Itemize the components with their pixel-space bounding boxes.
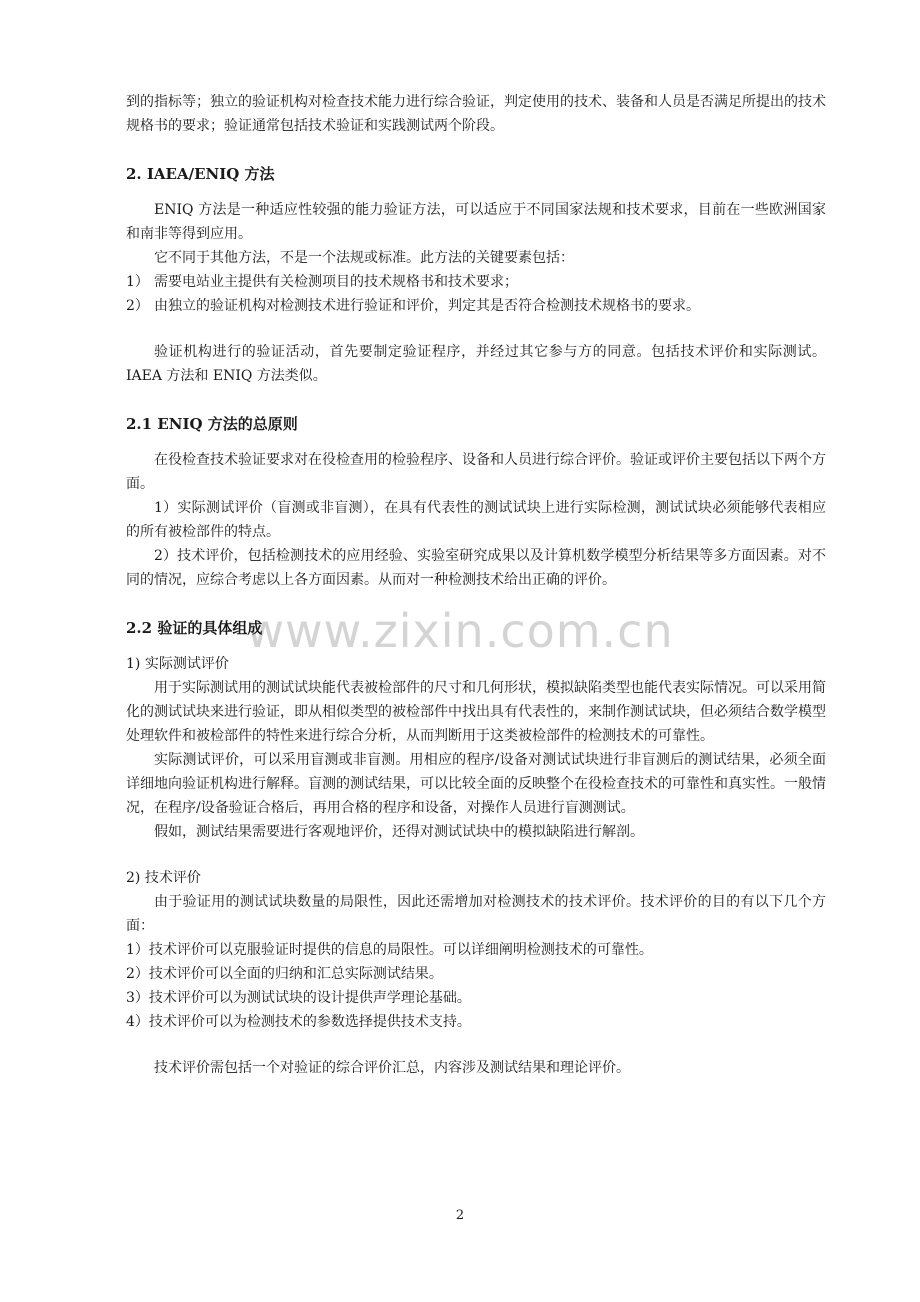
subsection-1-paragraph-1: 用于实际测试用的测试试块能代表被检部件的尺寸和几何形状，模拟缺陷类型也能代表实际情况。可以采用简化的测试试块来进行验证，即从相似类型的被检部件中找出具有代表性的，来制作测试试块，但必须结合数学模型处理软件和被检部件的特性来进行综合分析，从而判断用于这类被检部件的检测技术的可靠性。 — [126, 680, 826, 744]
subsection-2-title: 2) 技术评价 — [126, 870, 201, 886]
intro-paragraph: 到的指标等；独立的验证机构对检查技术能力进行综合验证，判定使用的技术、装备和人员是否满足所提出的技术规格书的要求；验证通常包括技术验证和实践测试两个阶段。 — [126, 94, 826, 134]
subsection-1-paragraph-2: 实际测试评价，可以采用盲测或非盲测。用相应的程序/设备对测试试块进行非盲测后的测试结果，必须全面详细地向验证机构进行解释。盲测的测试结果，可以比较全面的反映整个在役检查技术的可靠性和真实性。一般情况，在程序/设备验证合格后，再用合格的程序和设备，对操作人员进行盲测测试。 — [126, 752, 826, 816]
list-item-number: 2） — [126, 298, 149, 314]
list-item — [126, 270, 826, 294]
watermark: www.zixin.com.cn — [246, 604, 674, 658]
subsection-1-title: 1) 实际测试评价 — [126, 656, 229, 672]
section-2-1-paragraph-3: 2）技术评价，包括检测技术的应用经验、实验室研究成果以及计算机数学模型分析结果等多方面因素。对不同的情况，应综合考虑以上各方面因素。从而对一种检测技术给出正确的评价。 — [126, 548, 826, 588]
subsection-2-paragraph-2: 技术评价需包括一个对验证的综合评价汇总，内容涉及测试结果和理论评价。 — [154, 1060, 630, 1076]
list-item: 1）技术评价可以克服验证时提供的信息的局限性。可以详细阐明检测技术的可靠性。 — [126, 942, 653, 958]
subsection-2-paragraph-1: 由于验证用的测试试块数量的局限性，因此还需增加对检测技术的技术评价。技术评价的目的有以下几个方面： — [126, 894, 826, 934]
list-item: 3）技术评价可以为测试试块的设计提供声学理论基础。 — [126, 990, 471, 1006]
section-2-1-paragraph-2: 1）实际测试评价（盲测或非盲测），在具有代表性的测试试块上进行实际检测，测试试块必须能够代表相应的所有被检部件的特点。 — [126, 500, 826, 540]
section-2-paragraph-3: 验证机构进行的验证活动，首先要制定验证程序，并经过其它参与方的同意。包括技术评价和实际测试。IAEA 方法和 ENIQ 方法类似。 — [126, 344, 826, 384]
document-body — [126, 90, 826, 1080]
section-2-heading: 2. IAEA/ENIQ 方法 — [126, 165, 275, 183]
section-2-2-heading: 2.2 验证的具体组成 — [126, 619, 263, 637]
list-item: 2）技术评价可以全面的归纳和汇总实际测试结果。 — [126, 966, 443, 982]
page-number: 2 — [455, 1208, 465, 1223]
section-2-paragraph-1: ENIQ 方法是一种适应性较强的能力验证方法，可以适应于不同国家法规和技术要求，目前在一些欧洲国家和南非等得到应用。 — [126, 202, 826, 242]
section-2-1-paragraph-1: 在役检查技术验证要求对在役检查用的检验程序、设备和人员进行综合评价。验证或评价主要包括以下两个方面。 — [126, 452, 826, 492]
list-item-number: 1） — [126, 274, 149, 290]
subsection-1-paragraph-3: 假如，测试结果需要进行客观地评价，还得对测试试块中的模拟缺陷进行解剖。 — [154, 824, 644, 840]
list-item-text: 由独立的验证机构对检测技术进行验证和评价，判定其是否符合检测技术规格书的要求。 — [154, 298, 700, 314]
section-2-1-heading: 2.1 ENIQ 方法的总原则 — [126, 415, 298, 433]
list-item-text: 需要电站业主提供有关检测项目的技术规格书和技术要求； — [154, 274, 518, 290]
section-2-paragraph-2: 它不同于其他方法，不是一个法规或标准。此方法的关键要素包括： — [154, 250, 574, 266]
list-item — [126, 294, 826, 318]
list-item: 4）技术评价可以为检测技术的参数选择提供技术支持。 — [126, 1014, 471, 1030]
